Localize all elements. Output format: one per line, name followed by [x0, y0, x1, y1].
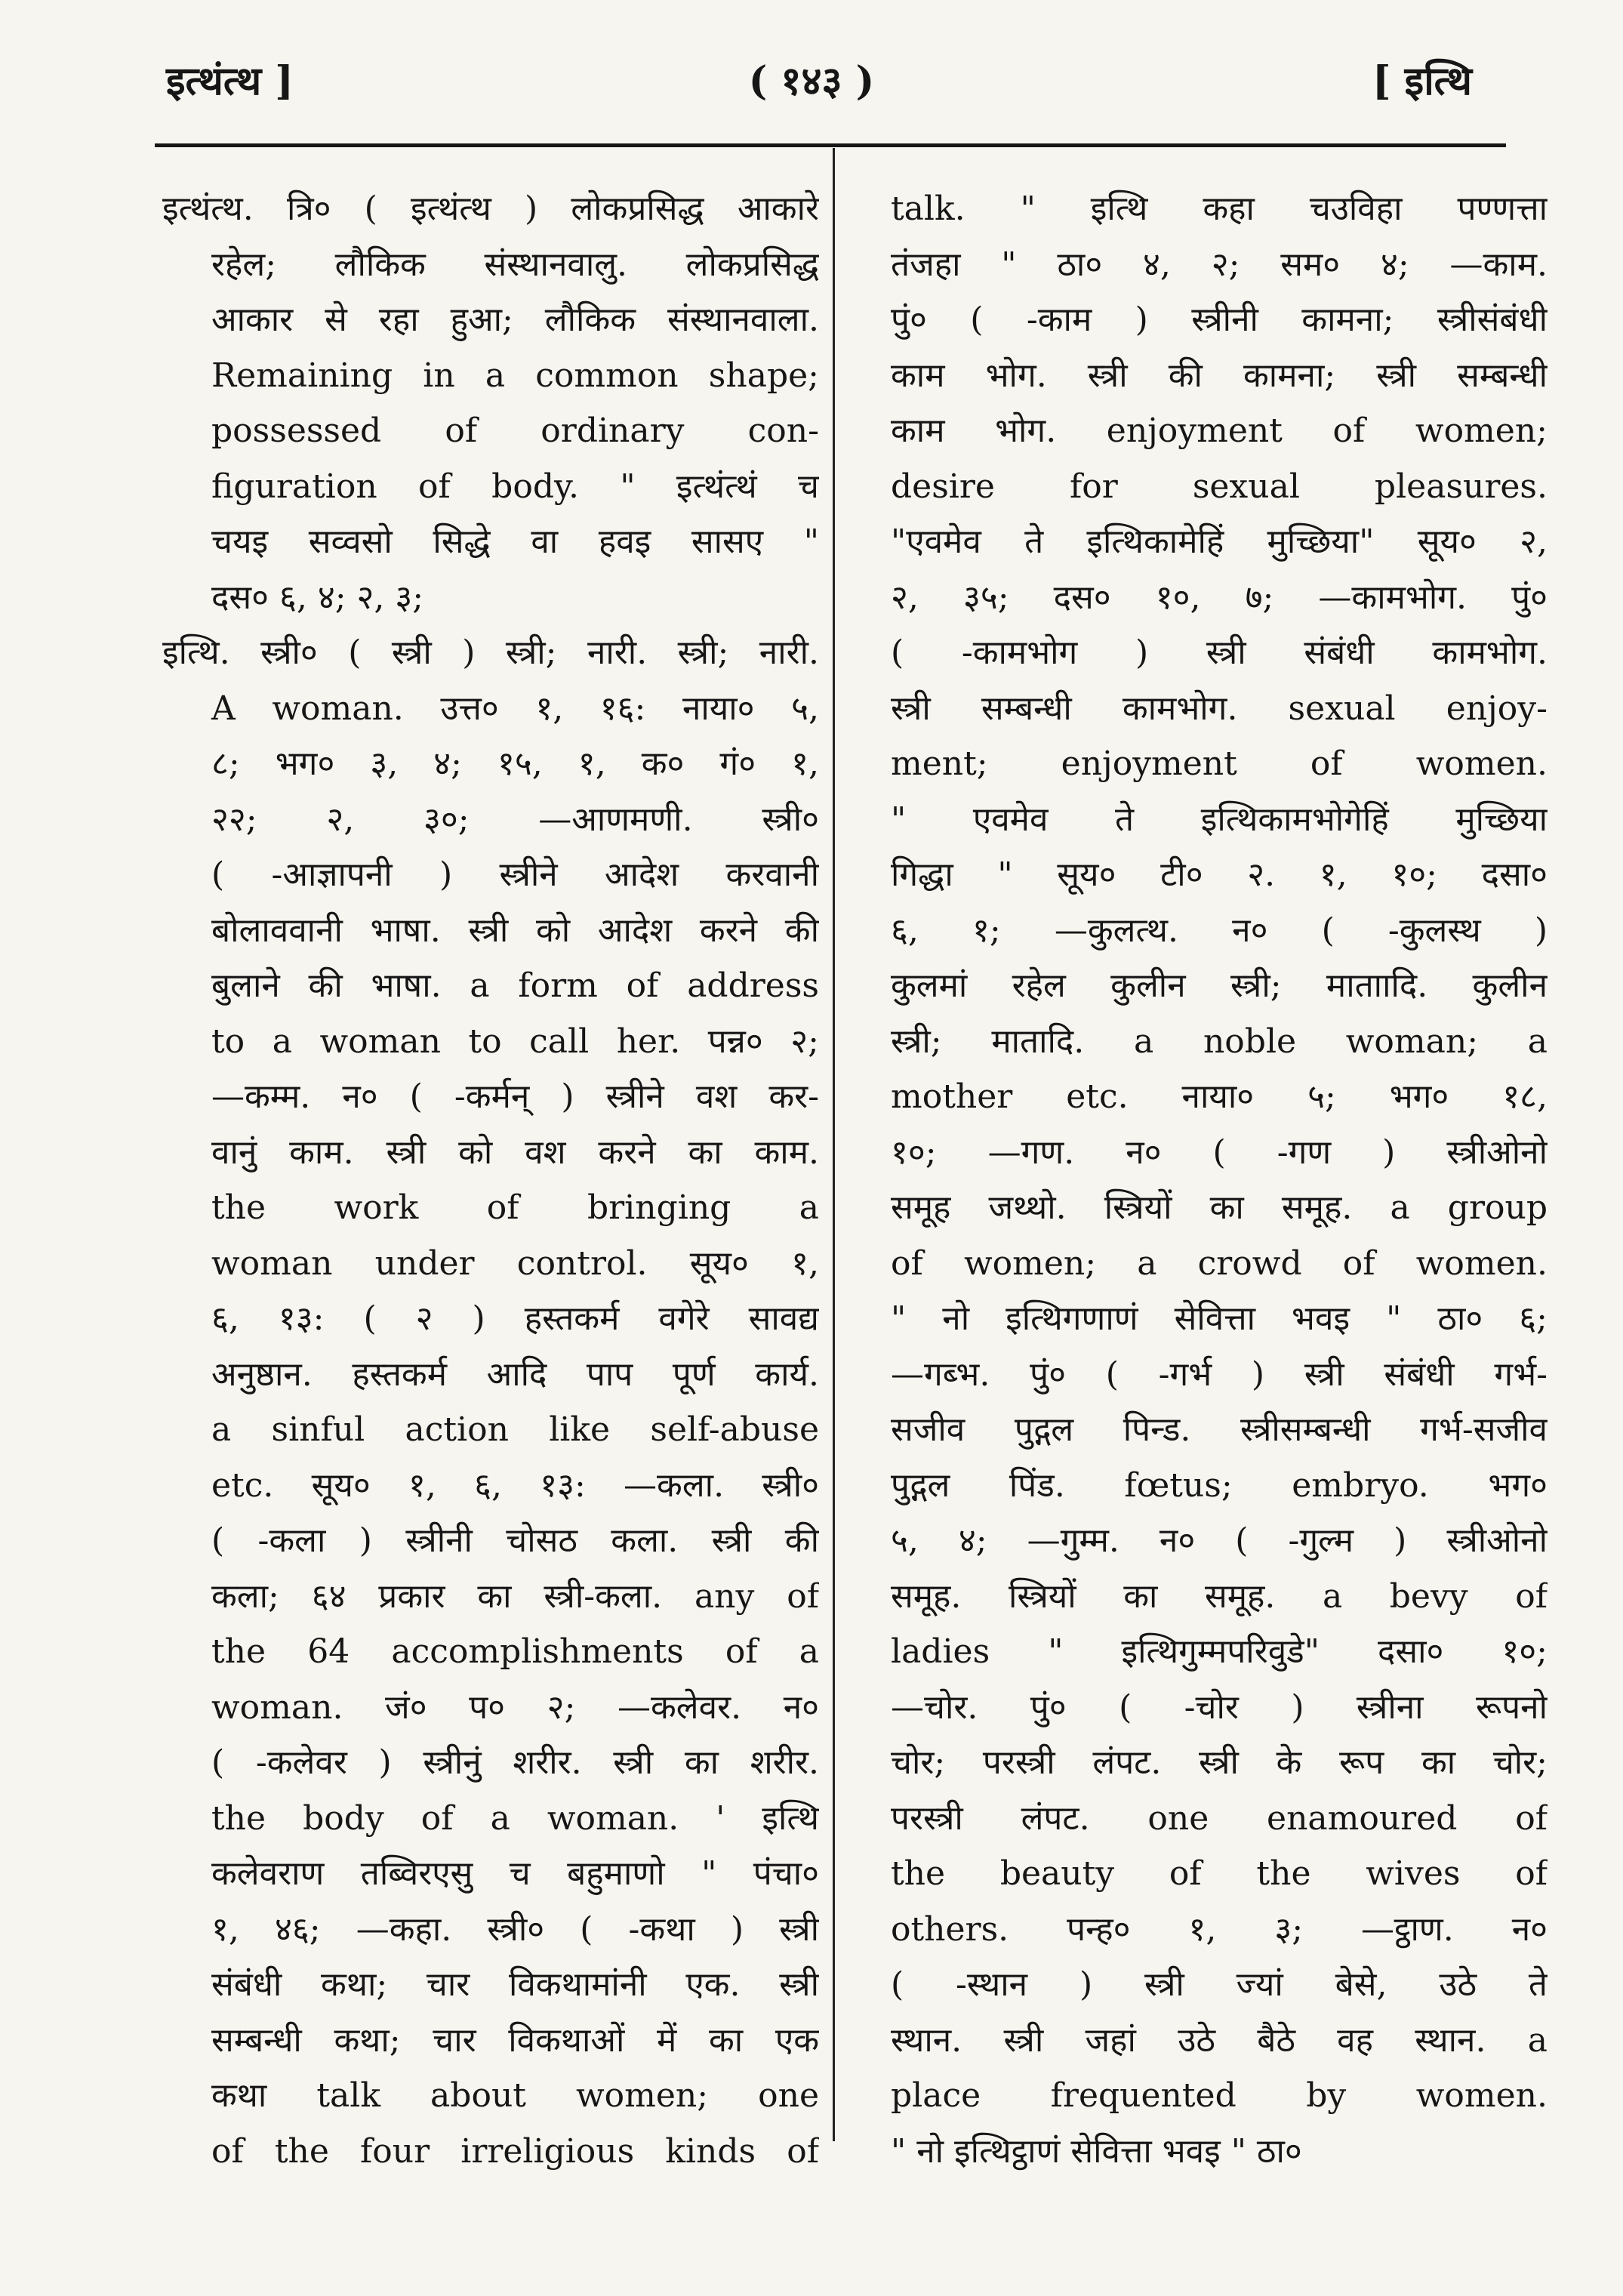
dictionary-entry-line: " नो इत्थिगणाणं सेवित्ता भवइ " ठा० ६; [891, 1299, 1548, 1338]
dictionary-entry-line: mother etc. नाया० ५; भग० १८, [891, 1077, 1548, 1116]
dictionary-entry-line: १, ४६; —कहा. स्त्री० ( -कथा ) स्त्री [211, 1909, 819, 1949]
dictionary-entry-line: बुलाने की भाषा. a form of address [211, 966, 819, 1005]
dictionary-entry-line: २, ३५; दस० १०, ७; —कामभोग. पुं० [891, 578, 1548, 617]
dictionary-entry-line: the body of a woman. ' इत्थि [211, 1798, 819, 1838]
dictionary-entry-line: others. पन्ह० १, ३; —ट्ठाण. न० [891, 1909, 1548, 1949]
right-column [891, 181, 1548, 2179]
dictionary-entry-line: of women; a crowd of women. [891, 1244, 1548, 1283]
dictionary-entry-line: रहेल; लौकिक संस्थानवालु. लोकप्रसिद्ध [211, 245, 819, 284]
dictionary-entry-line: etc. सूय० १, ६, १३: —कला. स्त्री० [211, 1465, 819, 1505]
dictionary-entry-line: a sinful action like self-abuse [211, 1410, 819, 1449]
dictionary-entry-line: वानुं काम. स्त्री को वश करने का काम. [211, 1133, 819, 1172]
dictionary-entry-line: सम्बन्धी कथा; चार विकथाओं में का एक [211, 2020, 819, 2060]
dictionary-entry-line: —कम्म. न० ( -कर्मन् ) स्त्रीने वश कर- [211, 1077, 819, 1116]
dictionary-entry-line: बोलाववानी भाषा. स्त्री को आदेश करने की [211, 911, 819, 950]
dictionary-entry-line: —गब्भ. पुं० ( -गर्भ ) स्त्री संबंधी गर्भ- [891, 1354, 1548, 1394]
dictionary-entry-line: समूह. स्त्रियों का समूह. a bevy of [891, 1576, 1548, 1616]
dictionary-entry-line: काम भोग. enjoyment of women; [891, 411, 1548, 450]
dictionary-entry-line: सजीव पुद्गल पिन्ड. स्त्रीसम्बन्धी गर्भ-सजीव [891, 1410, 1548, 1449]
dictionary-entry-line: कथा talk about women; one [211, 2076, 819, 2115]
dictionary-entry-line: ( -स्थान ) स्त्री ज्यां बेसे, उठे ते [891, 1965, 1548, 2004]
dictionary-entry-line: ( -आज्ञापनी ) स्त्रीने आदेश करवानी [211, 855, 819, 894]
header-left-guide-word: इत्थंत्थ ] [166, 58, 294, 104]
page-number: ( १४३ ) [748, 58, 875, 104]
dictionary-entry-line: अनुष्ठान. हस्तकर्म आदि पाप पूर्ण कार्य. [211, 1354, 819, 1394]
dictionary-entry-line: कुलमां रहेल कुलीन स्त्री; माताादि. कुलीन [891, 966, 1548, 1005]
dictionary-entry-line: आकार से रहा हुआ; लौकिक संस्थानवाला. [211, 300, 819, 339]
dictionary-entry-line: possessed of ordinary con- [211, 411, 819, 450]
dictionary-entry-line: संबंधी कथा; चार विकथामांनी एक. स्त्री [211, 1965, 819, 2004]
dictionary-entry-line: ( -कलेवर ) स्त्रीनुं शरीर. स्त्री का शरीर. [211, 1743, 819, 1782]
column-divider [833, 148, 835, 2141]
dictionary-entry-line: woman under control. सूय० १, [211, 1244, 819, 1283]
dictionary-entry-line: गिद्धा " सूय० टी० २. १, १०; दसा० [891, 855, 1548, 894]
dictionary-entry-line: तंजहा " ठा० ४, २; सम० ४; —काम. [891, 245, 1548, 284]
dictionary-entry-line: Remaining in a common shape; [211, 356, 819, 395]
dictionary-entry-line: the beauty of the wives of [891, 1854, 1548, 1893]
dictionary-entry-line: ६, १३: ( २ ) हस्तकर्म वगेरे सावद्य [211, 1299, 819, 1338]
dictionary-entry-line: स्त्री सम्बन्धी कामभोग. sexual enjoy- [891, 689, 1548, 728]
dictionary-entry-line: परस्त्री लंपट. one enamoured of [891, 1798, 1548, 1838]
dictionary-entry-line: " एवमेव ते इत्थिकामभोगेहिं मुच्छिया [891, 800, 1548, 839]
dictionary-entry-line: समूह जथ्थो. स्त्रियों का समूह. a group [891, 1188, 1548, 1227]
dictionary-entry-line: १०; —गण. न० ( -गण ) स्त्रीओनो [891, 1133, 1548, 1172]
dictionary-entry-line: इत्थंत्थ. त्रि० ( इत्थंत्थ ) लोकप्रसिद्ध आकारे [162, 190, 819, 228]
dictionary-entry-line: ment; enjoyment of women. [891, 744, 1548, 783]
dictionary-entry-line: place frequented by women. [891, 2076, 1548, 2115]
dictionary-entry-line: to a woman to call her. पन्न० २; [211, 1022, 819, 1061]
page-header [151, 45, 1472, 128]
dictionary-entry-line: पुद्गल पिंड. fœtus; embryo. भग० [891, 1465, 1548, 1505]
dictionary-entry-line: talk. " इत्थि कहा चउविहा पण्णत्ता [891, 190, 1548, 228]
dictionary-entry-line: दस० ६, ४; २, ३; [211, 578, 424, 617]
dictionary-entry-line: पुं० ( -काम ) स्त्रीनी कामना; स्त्रीसंबंधी [891, 300, 1548, 339]
dictionary-entry-line: —चोर. पुं० ( -चोर ) स्त्रीना रूपनो [891, 1687, 1548, 1727]
dictionary-entry-line: ५, ४; —गुम्म. न० ( -गुल्म ) स्त्रीओनो [891, 1521, 1548, 1560]
dictionary-entry-line: desire for sexual pleasures. [891, 467, 1548, 506]
header-rule [155, 143, 1506, 147]
dictionary-entry-line: चयइ सव्वसो सिद्धे वा हवइ सासए " [211, 522, 819, 561]
dictionary-entry-line: ( -कला ) स्त्रीनी चोसठ कला. स्त्री की [211, 1521, 819, 1560]
dictionary-entry-line: कलेवराण तब्विरएसु च बहुमाणो " पंचा० [211, 1854, 819, 1893]
dictionary-entry-line: स्त्री; मातादि. a noble woman; a [891, 1022, 1548, 1061]
dictionary-entry-line: of the four irreligious kinds of [211, 2131, 819, 2171]
dictionary-entry-line: स्थान. स्त्री जहां उठे बैठे वह स्थान. a [891, 2020, 1548, 2060]
dictionary-entry-line: कला; ६४ प्रकार का स्त्री-कला. any of [211, 1576, 819, 1616]
dictionary-entry-line: the work of bringing a [211, 1188, 819, 1227]
dictionary-entry-line: २२; २, ३०; —आणमणी. स्त्री० [211, 800, 819, 839]
dictionary-entry-line: ( -कामभोग ) स्त्री संबंधी कामभोग. [891, 633, 1548, 672]
dictionary-entry-line: ladies " इत्थिगुम्मपरिवुडे" दसा० १०; [891, 1632, 1548, 1671]
dictionary-entry-line: " नो इत्थिट्ठाणं सेवित्ता भवइ " ठा० [891, 2131, 1302, 2171]
dictionary-entry-line: काम भोग. स्त्री की कामना; स्त्री सम्बन्धी [891, 356, 1548, 395]
dictionary-entry-line: A woman. उत्त० १, १६: नाया० ५, [211, 689, 819, 728]
dictionary-entry-line: चोर; परस्त्री लंपट. स्त्री के रूप का चोर; [891, 1743, 1548, 1782]
dictionary-entry-line: "एवमेव ते इत्थिकामेहिं मुच्छिया" सूय० २, [891, 522, 1548, 561]
dictionary-entry-line: ८; भग० ३, ४; १५, १, क० गं० १, [211, 744, 819, 783]
dictionary-entry-line: इत्थि. स्त्री० ( स्त्री ) स्त्री; नारी. स्त्री; नारी. [162, 633, 819, 672]
header-right-guide-word: [ इत्थि [1372, 58, 1472, 104]
left-column [162, 181, 819, 2179]
dictionary-entry-line: ६, १; —कुलत्थ. न० ( -कुलस्थ ) [891, 911, 1548, 950]
dictionary-entry-line: figuration of body. " इत्थंत्थं च [211, 467, 819, 506]
dictionary-entry-line: woman. जं० प० २; —कलेवर. न० [211, 1687, 819, 1727]
dictionary-entry-line: the 64 accomplishments of a [211, 1632, 819, 1671]
